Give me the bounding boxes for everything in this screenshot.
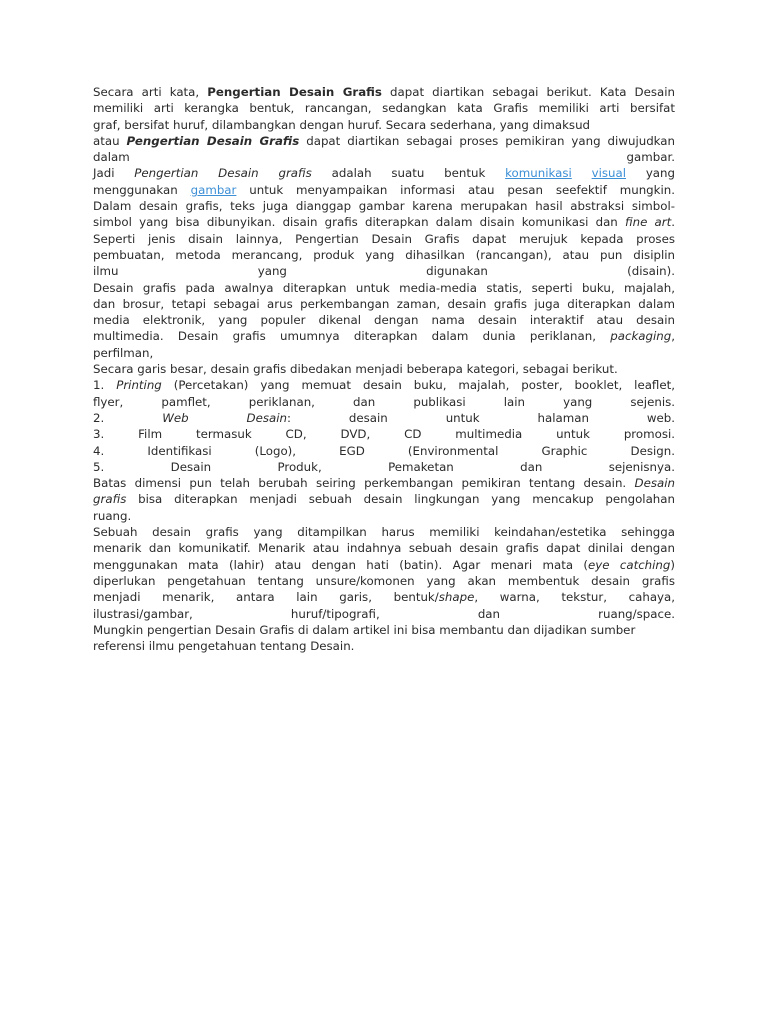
text-line xyxy=(93,426,675,442)
text-run: Secara arti kata, xyxy=(93,85,208,99)
text-line xyxy=(93,345,675,361)
text-run: perfilman, xyxy=(93,345,154,360)
italic-term: fine art xyxy=(625,215,672,230)
text-line xyxy=(93,491,675,507)
text-line xyxy=(93,459,675,475)
text-run: 4. Identifikasi (Logo), EGD (Environmental Graphic Design. xyxy=(93,443,675,458)
text-line xyxy=(93,84,675,100)
text-run: media elektronik, yang populer dikenal dengan nama desain interaktif atau desain xyxy=(93,313,675,328)
text-run: dapat diartikan sebagai proses pemikiran yang diwujudkan xyxy=(299,133,676,148)
text-run: memiliki arti kerangka bentuk, rancangan, sedangkan kata Grafis memiliki arti bersifat xyxy=(93,101,675,116)
text-line xyxy=(93,622,675,638)
text-run: diperlukan pengetahuan tentang unsure/komonen yang akan membentuk desain grafis xyxy=(93,573,675,588)
text-run: Dalam desain grafis, teks juga dianggap gambar karena merupakan hasil abstraksi simbol- xyxy=(93,199,675,214)
text-line xyxy=(93,100,675,116)
text-line xyxy=(93,573,675,589)
italic-term: Pengertian Desain grafis xyxy=(134,166,312,181)
text-run: menggunakan xyxy=(93,182,191,197)
italic-term: eye catching xyxy=(588,557,671,572)
text-run: dapat diartikan sebagai berikut. Kata Desain xyxy=(381,85,675,99)
italic-term: Desain xyxy=(634,476,675,491)
italic-term: grafis xyxy=(93,492,127,507)
text-line xyxy=(93,328,675,344)
text-line xyxy=(93,524,675,540)
text-line xyxy=(93,312,675,328)
text-line xyxy=(93,296,675,312)
text-run: (Percetakan) yang memuat desain buku, majalah, poster, booklet, leaflet, xyxy=(161,378,675,393)
text-line xyxy=(93,410,675,426)
text-run: untuk menyampaikan informasi atau pesan seefektif mungkin. xyxy=(236,182,675,197)
italic-term: Web Desain xyxy=(162,410,287,425)
text-line xyxy=(93,443,675,459)
text-run: , warna, tekstur, cahaya, xyxy=(474,590,676,605)
text-run: adalah suatu bentuk xyxy=(311,166,506,181)
text-run: graf, bersifat huruf, dilambangkan dengan huruf. Secara sederhana, yang dimaksud xyxy=(93,117,591,132)
text-run: ) xyxy=(670,557,676,572)
text-line xyxy=(93,638,675,654)
text-run: Sebuah desain grafis yang ditampilkan harus memiliki keindahan/estetika sehingga xyxy=(93,525,675,540)
text-run: ilmu yang digunakan (disain). xyxy=(93,264,675,279)
text-run: ilustrasi/gambar, huruf/tipografi, dan ruang/space. xyxy=(93,606,675,621)
italic-term: packaging xyxy=(610,329,672,344)
text-line xyxy=(93,557,675,573)
text-run: simbol yang bisa dibunyikan. disain grafis diterapkan dalam disain komunikasi dan xyxy=(93,215,625,230)
text-run: menggunakan mata (lahir) atau dengan hati (batin). Agar menari mata ( xyxy=(93,557,589,572)
text-line xyxy=(93,149,675,165)
text-run: Jadi xyxy=(93,166,135,181)
text-line xyxy=(93,606,675,622)
text-line xyxy=(93,198,675,214)
text-run: . xyxy=(671,215,676,230)
link-visual[interactable]: visual xyxy=(591,166,626,181)
article-body xyxy=(93,84,675,654)
text-line xyxy=(93,182,675,198)
text-run: , xyxy=(671,329,675,344)
text-line xyxy=(93,231,675,247)
text-run: 5. Desain Produk, Pemaketan dan sejenisnya. xyxy=(93,459,675,474)
text-run: yang xyxy=(626,166,675,181)
italic-term: shape xyxy=(438,590,475,605)
bold-italic-term: Pengertian Desain Grafis xyxy=(126,133,300,148)
text-line xyxy=(93,589,675,605)
text-run: 1. xyxy=(93,378,117,393)
text-run: pembuatan, metoda merancang, produk yang dihasilkan (rancangan), atau pun disiplin xyxy=(93,247,675,262)
text-run: atau xyxy=(93,133,127,148)
text-run: Secara garis besar, desain grafis dibedakan menjadi beberapa kategori, sebagai berikut. xyxy=(93,362,618,377)
text-line xyxy=(93,165,675,181)
text-run: bisa diterapkan menjadi sebuah desain lingkungan yang mencakup pengolahan xyxy=(126,492,675,507)
text-run: ruang. xyxy=(93,508,132,523)
text-run: Mungkin pengertian Desain Grafis di dalam artikel ini bisa membantu dan dijadikan sumber xyxy=(93,622,636,637)
text-line xyxy=(93,117,675,133)
text-run: dan brosur, tetapi sebagai arus perkembangan zaman, desain grafis juga diterapkan dalam xyxy=(93,296,675,311)
text-run: referensi ilmu pengetahuan tentang Desain. xyxy=(93,639,355,654)
text-run: : desain untuk halaman web. xyxy=(287,410,675,425)
text-run: dalam gambar. xyxy=(93,150,675,165)
text-line xyxy=(93,280,675,296)
text-line xyxy=(93,263,675,279)
text-line xyxy=(93,508,675,524)
link-komunikasi[interactable]: komunikasi xyxy=(505,166,572,181)
text-line xyxy=(93,133,675,149)
link-gambar[interactable]: gambar xyxy=(190,182,237,197)
text-line xyxy=(93,394,675,410)
italic-term: Printing xyxy=(116,378,162,393)
text-line xyxy=(93,377,675,393)
text-run xyxy=(572,166,592,180)
text-line xyxy=(93,247,675,263)
text-run: menjadi menarik, antara lain garis, bentuk/ xyxy=(93,590,439,605)
text-line xyxy=(93,214,675,230)
text-run: Seperti jenis disain lainnya, Pengertian Desain Grafis dapat merujuk kepada proses xyxy=(93,231,675,246)
text-run: Batas dimensi pun telah berubah seiring perkembangan pemikiran tentang desain. xyxy=(93,476,635,491)
text-run: menarik dan komunikatif. Menarik atau indahnya sebuah desain grafis dapat dinilai dengan xyxy=(93,541,675,556)
text-run: multimedia. Desain grafis umumnya diterapkan dalam dunia periklanan, xyxy=(93,329,611,344)
text-line xyxy=(93,361,675,377)
text-run: 3. Film termasuk CD, DVD, CD multimedia untuk promosi. xyxy=(93,427,675,442)
text-line xyxy=(93,475,675,491)
bold-term: Pengertian Desain Grafis xyxy=(207,85,382,99)
text-run: Desain grafis pada awalnya diterapkan untuk media-media statis, seperti buku, majalah, xyxy=(93,280,675,295)
text-run: flyer, pamflet, periklanan, dan publikasi lain yang sejenis. xyxy=(93,394,675,409)
text-run: 2. xyxy=(93,410,163,425)
text-line xyxy=(93,540,675,556)
